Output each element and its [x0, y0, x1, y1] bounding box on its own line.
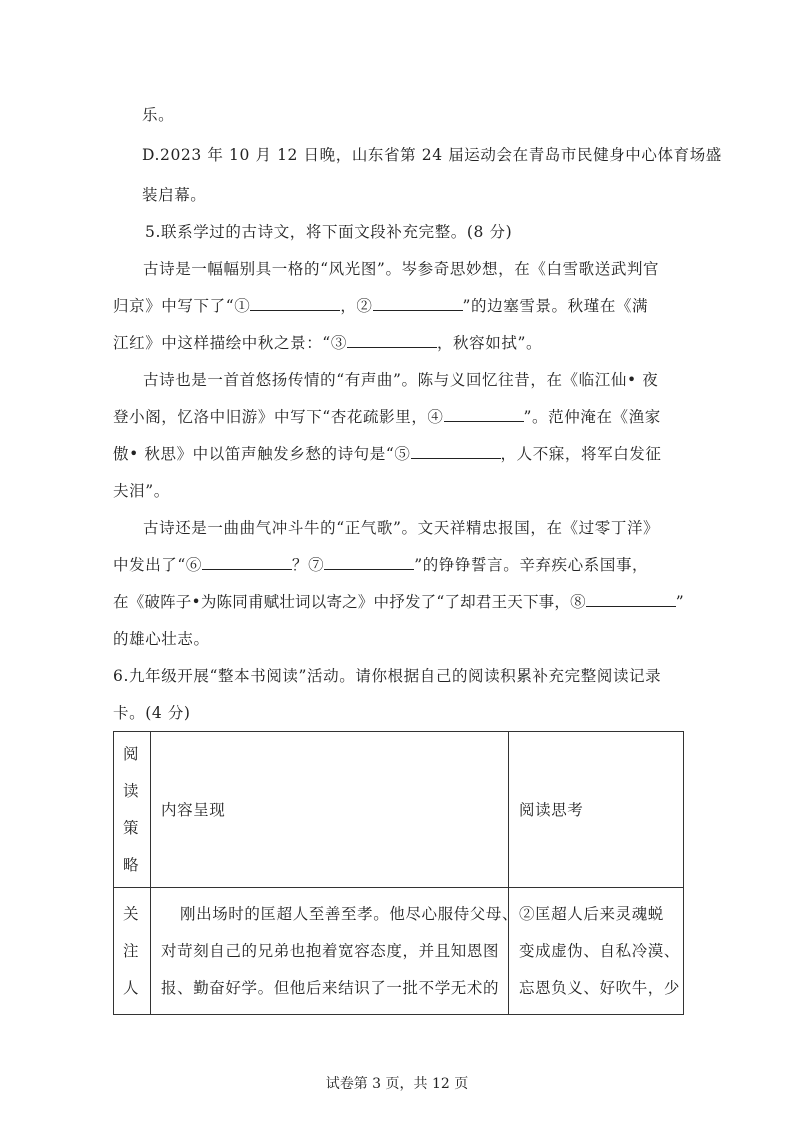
thought-line: 忘恩负义、好吹牛，少 — [519, 979, 681, 997]
text-line — [113, 331, 542, 353]
header-content: 内容呈现 — [161, 801, 226, 819]
text-segment: 江红》中这样描绘中秋之景：“③ — [113, 334, 347, 352]
content-line: 报、勤奋好学。但他后来结识了一批不学无术的 — [161, 979, 500, 997]
text-line — [113, 442, 662, 464]
answer-blank-5[interactable] — [411, 444, 501, 459]
page-footer: 试卷第 3 页，共 12 页 — [325, 1076, 469, 1092]
answer-blank-3[interactable] — [347, 333, 437, 348]
answer-blank-6[interactable] — [202, 555, 292, 570]
content-line: 刚出场时的匡超人至善至孝。他尽心服侍父母、 — [180, 905, 519, 923]
text-line: 装启幕。 — [142, 186, 207, 204]
text-line: 古诗还是一曲曲气冲斗牛的“正气歌”。文天祥精忠报国，在《过零丁洋》 — [143, 519, 660, 537]
text-line — [113, 405, 661, 427]
text-segment: 登小阁，忆洛中旧游》中写下“杏花疏影里，④ — [113, 408, 444, 426]
text-line: 的雄心壮志。 — [113, 630, 210, 648]
table-divider — [150, 732, 151, 1014]
text-segment: ？⑦ — [292, 556, 325, 574]
reading-record-table — [113, 731, 684, 1015]
text-segment: ” — [675, 593, 684, 611]
text-segment: ，人不寐，将军白发征 — [500, 445, 662, 463]
thought-line: 变成虚伪、自私冷漠、 — [519, 942, 681, 960]
text-segment: 中发出了“⑥ — [113, 556, 203, 574]
answer-blank-2[interactable] — [373, 296, 463, 311]
text-segment: ”的铮铮誓言。辛弃疾心系国事， — [414, 556, 649, 574]
question-5: 5.联系学过的古诗文，将下面文段补充完整。(8 分) — [145, 223, 513, 241]
question-6: 6.九年级开展“整本书阅读”活动。请你根据自己的阅读积累补充完整阅读记录 — [113, 667, 662, 685]
text-line: 乐。 — [142, 106, 175, 124]
text-segment: 傲• 秋思》中以笛声触发乡愁的诗句是“⑤ — [113, 445, 411, 463]
thought-line: ②匡超人后来灵魂蜕 — [519, 905, 664, 923]
text-line: 夫泪”。 — [113, 482, 170, 500]
text-line: D.2023 年 10 月 12 日晚，山东省第 24 届运动会在青岛市民健身中心体育场盛 — [142, 146, 722, 164]
text-line: 古诗也是一首首悠扬传情的“有声曲”。陈与义回忆往昔，在《临江仙• 夜 — [143, 371, 659, 389]
strategy-cell: 关注人 — [123, 905, 140, 997]
text-line — [113, 590, 684, 612]
text-line — [113, 553, 648, 575]
text-segment: ”。范仲淹在《渔家 — [523, 408, 661, 426]
table-divider — [114, 887, 683, 888]
text-segment: 在《破阵子•为陈同甫赋壮词以寄之》中抒发了“了却君王天下事，⑧ — [113, 593, 586, 611]
text-segment: 归京》中写下了“① — [113, 297, 251, 315]
text-line: 古诗是一幅幅别具一格的“风光图”。岑参奇思妙想，在《白雪歌送武判官 — [143, 260, 660, 278]
answer-blank-4[interactable] — [444, 407, 524, 422]
header-strategy: 阅读策略 — [123, 745, 140, 874]
text-segment: ，② — [340, 297, 373, 315]
table-divider — [508, 732, 509, 1014]
text-line: 卡。(4 分) — [113, 704, 191, 722]
text-line — [113, 294, 648, 316]
answer-blank-8[interactable] — [586, 592, 676, 607]
text-segment: ，秋容如拭”。 — [436, 334, 543, 352]
answer-blank-1[interactable] — [250, 296, 340, 311]
answer-blank-7[interactable] — [324, 555, 414, 570]
text-segment: ”的边塞雪景。秋瑾在《满 — [462, 297, 649, 315]
content-line: 对苛刻自己的兄弟也抱着宽容态度，并且知恩图 — [161, 942, 500, 960]
header-thought: 阅读思考 — [519, 801, 584, 819]
